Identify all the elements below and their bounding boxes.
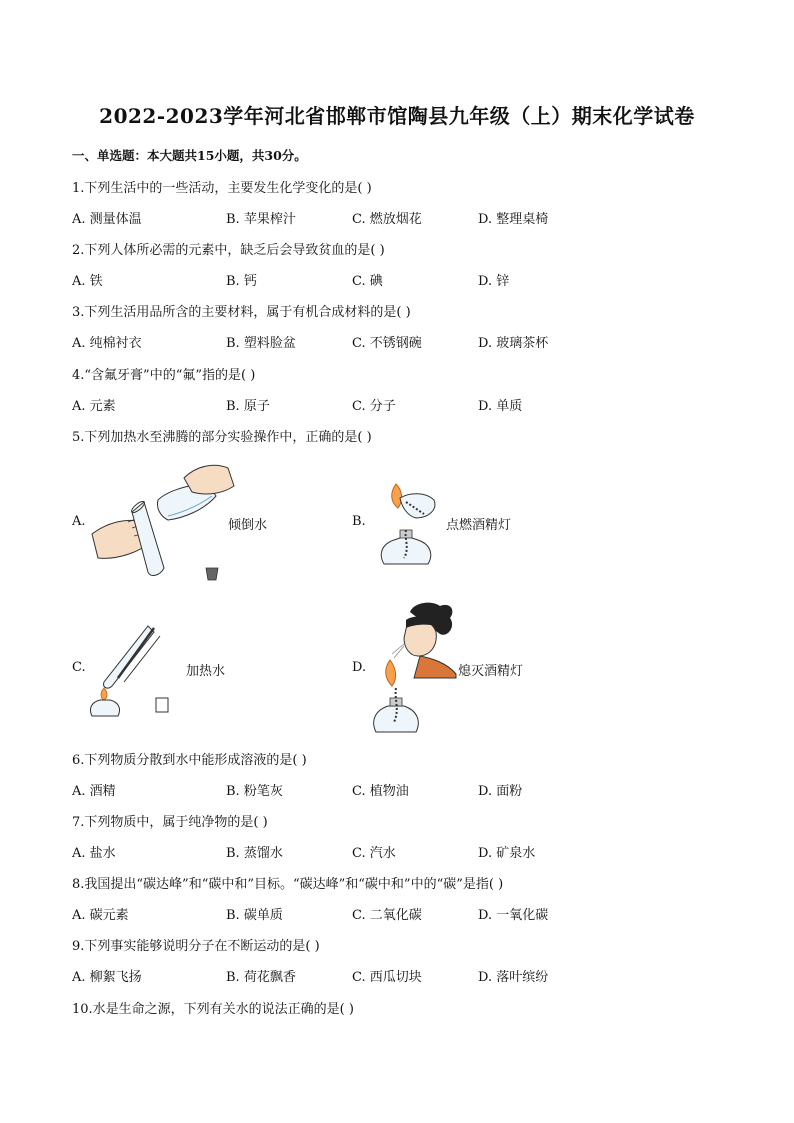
option-a: A. 测量体温	[72, 212, 142, 227]
image-option-b-caption: 点燃酒精灯	[446, 518, 512, 533]
question-3: 3.下列生活用品所含的主要材料，属于有机合成材料的是( )	[72, 305, 411, 320]
question-8-options	[72, 904, 722, 924]
image-option-a-caption: 倾倒水	[228, 518, 268, 533]
question-9: 9.下列事实能够说明分子在不断运动的是( )	[72, 939, 320, 954]
option-c: C. 二氧化碳	[352, 908, 422, 923]
option-d: D. 单质	[478, 399, 523, 414]
option-d: D. 一氧化碳	[478, 908, 549, 923]
lighting-lamp-illustration	[370, 478, 450, 570]
question-7-options	[72, 842, 722, 862]
image-option-c-letter: C.	[72, 660, 86, 675]
question-6-options	[72, 780, 722, 800]
option-c: C. 植物油	[352, 784, 409, 799]
option-a: A. 柳絮飞扬	[72, 970, 142, 985]
option-a: A. 酒精	[72, 784, 116, 799]
pouring-water-illustration	[88, 456, 238, 586]
option-d: D. 整理桌椅	[478, 212, 549, 227]
option-c: C. 分子	[352, 399, 396, 414]
question-4: 4.“含氟牙膏”中的“氟”指的是( )	[72, 368, 256, 383]
option-a: A. 盐水	[72, 846, 116, 861]
question-5: 5.下列加热水至沸腾的部分实验操作中，正确的是( )	[72, 430, 372, 445]
option-c: C. 碘	[352, 274, 383, 289]
option-b: B. 钙	[226, 274, 257, 289]
blowing-out-lamp-illustration	[370, 598, 462, 738]
page-title: 2022-2023学年河北省邯郸市馆陶县九年级（上）期末化学试卷	[99, 104, 695, 128]
option-a: A. 元素	[72, 399, 116, 414]
option-d: D. 矿泉水	[478, 846, 536, 861]
option-b: B. 苹果榨汁	[226, 212, 296, 227]
option-b: B. 塑料脸盆	[226, 336, 296, 351]
image-option-c-caption: 加热水	[186, 664, 226, 679]
image-option-d-letter: D.	[352, 660, 367, 675]
option-a: A. 铁	[72, 274, 103, 289]
option-c: C. 燃放烟花	[352, 212, 422, 227]
option-b: B. 碳单质	[226, 908, 283, 923]
question-3-options	[72, 332, 722, 352]
option-d: D. 落叶缤纷	[478, 970, 549, 985]
question-2-options	[72, 270, 722, 290]
option-d: D. 锌	[478, 274, 510, 289]
option-c: C. 汽水	[352, 846, 396, 861]
option-a: A. 纯棉衬衣	[72, 336, 142, 351]
question-4-options	[72, 395, 722, 415]
question-6: 6.下列物质分散到水中能形成溶液的是( )	[72, 753, 307, 768]
image-option-a-letter: A.	[72, 514, 86, 529]
option-b: B. 荷花飘香	[226, 970, 296, 985]
question-10: 10.水是生命之源，下列有关水的说法正确的是( )	[72, 1002, 354, 1017]
image-option-b-letter: B.	[352, 514, 366, 529]
option-b: B. 蒸馏水	[226, 846, 283, 861]
heating-water-illustration	[88, 620, 184, 720]
option-c: C. 西瓜切块	[352, 970, 422, 985]
option-b: B. 原子	[226, 399, 270, 414]
question-1: 1.下列生活中的一些活动，主要发生化学变化的是( )	[72, 181, 372, 196]
option-d: D. 面粉	[478, 784, 523, 799]
option-b: B. 粉笔灰	[226, 784, 283, 799]
question-9-options	[72, 966, 722, 986]
option-c: C. 不锈钢碗	[352, 336, 422, 351]
question-2: 2.下列人体所必需的元素中，缺乏后会导致贫血的是( )	[72, 243, 385, 258]
image-option-d-caption: 熄灭酒精灯	[458, 664, 524, 679]
question-1-options	[72, 208, 722, 228]
question-8: 8.我国提出“碳达峰”和“碳中和”目标。“碳达峰”和“碳中和”中的“碳”是指( )	[72, 877, 504, 892]
section-heading: 一、单选题：本大题共15小题，共30分。	[72, 148, 307, 163]
question-7: 7.下列物质中，属于纯净物的是( )	[72, 815, 268, 830]
option-a: A. 碳元素	[72, 908, 129, 923]
option-d: D. 玻璃茶杯	[478, 336, 549, 351]
